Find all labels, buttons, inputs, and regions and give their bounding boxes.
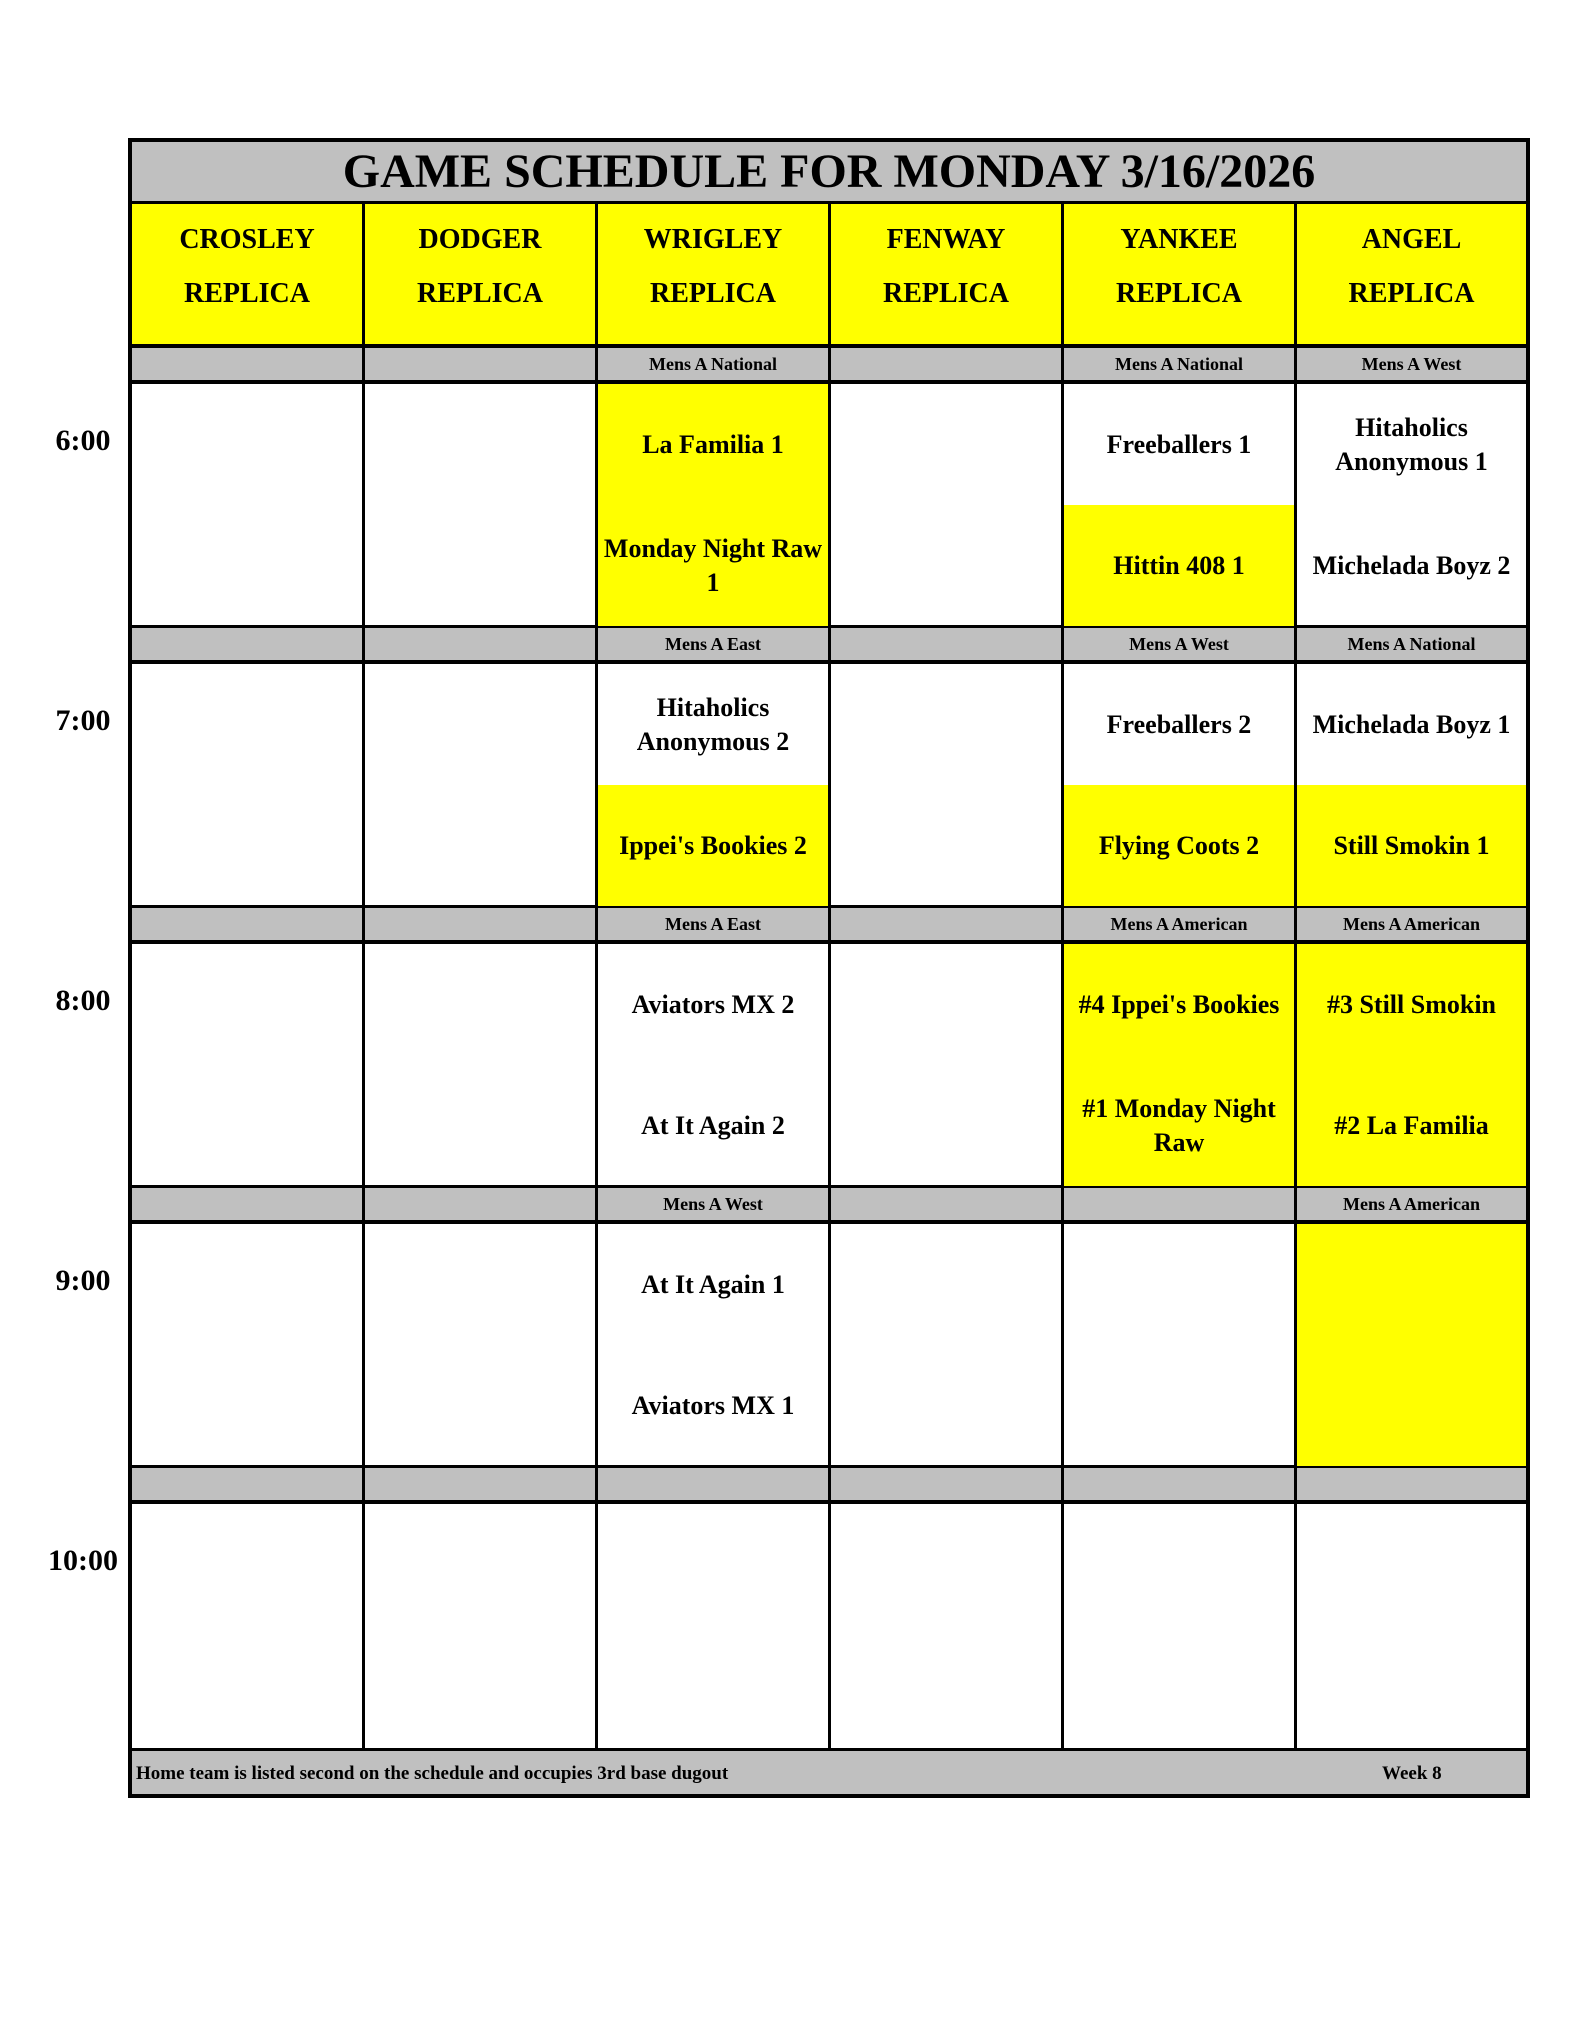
away-team: #4 Ippei's Bookies: [1064, 944, 1294, 1065]
league-label: Mens A National: [1297, 628, 1526, 664]
league-label: [598, 1468, 831, 1504]
league-label: [365, 1468, 598, 1504]
league-label: [365, 348, 598, 384]
home-team: Michelada Boyz 2: [1312, 550, 1511, 580]
home-team: Ippei's Bookies 2: [598, 785, 828, 906]
stadium-subtitle: REPLICA: [882, 278, 1009, 309]
stadium-header-yankee: [1064, 204, 1297, 348]
game-slot: [831, 1224, 1064, 1468]
home-team: Still Smokin 1: [1297, 785, 1526, 906]
stadium-name: FENWAY: [886, 224, 1006, 255]
game-slot: [831, 384, 1064, 628]
stadium-header-crosley: [132, 204, 365, 348]
home-team: At It Again 2: [641, 1110, 785, 1140]
league-label: [831, 908, 1064, 944]
league-label: Mens A National: [598, 348, 831, 384]
league-label: Mens A West: [1064, 628, 1297, 664]
away-team: #3 Still Smokin: [1297, 944, 1526, 1065]
game-slot: [831, 1504, 1064, 1748]
game-slot: [365, 944, 598, 1188]
league-label: [1064, 1468, 1297, 1504]
game-slot: [132, 384, 365, 628]
league-label: [365, 1188, 598, 1224]
away-team: Hitaholics Anonymous 2: [636, 692, 790, 756]
league-label: [831, 348, 1064, 384]
away-team: Freeballers 2: [1106, 709, 1252, 739]
game-slot: [365, 664, 598, 908]
league-label: [132, 628, 365, 664]
game-slot: [1297, 944, 1526, 1188]
home-team: [1297, 1345, 1526, 1466]
league-label: Mens A East: [598, 908, 831, 944]
league-label: [831, 1188, 1064, 1224]
game-slot: [132, 1504, 365, 1748]
league-label: [831, 1468, 1064, 1504]
league-label: Mens A East: [598, 628, 831, 664]
game-slot: [365, 1504, 598, 1748]
game-slot: [1297, 1224, 1526, 1468]
game-slot: [1064, 944, 1297, 1188]
away-team: [1297, 1224, 1526, 1345]
stadium-header-fenway: [831, 204, 1064, 348]
time-label: 8:00: [55, 984, 111, 1017]
home-team: #1 Monday Night Raw: [1064, 1065, 1294, 1186]
home-team: Aviators MX 1: [631, 1390, 795, 1420]
away-team: Freeballers 1: [1106, 429, 1252, 459]
league-label: [1297, 1468, 1526, 1504]
time-label: 9:00: [55, 1264, 111, 1297]
league-label: Mens A American: [1297, 908, 1526, 944]
league-label: [365, 908, 598, 944]
away-team: Hitaholics Anonymous 1: [1335, 412, 1488, 476]
game-slot: [132, 944, 365, 1188]
stadium-name: YANKEE: [1120, 224, 1238, 255]
time-label: 10:00: [48, 1544, 118, 1577]
game-slot: [598, 384, 831, 628]
game-slot: [1297, 384, 1526, 628]
game-slot: [1064, 664, 1297, 908]
game-slot: [831, 664, 1064, 908]
league-label: Mens A West: [598, 1188, 831, 1224]
league-label: [132, 348, 365, 384]
league-label: Mens A National: [1064, 348, 1297, 384]
league-label: [831, 628, 1064, 664]
game-slot: [365, 1224, 598, 1468]
away-team: Aviators MX 2: [631, 989, 795, 1019]
stadium-name: DODGER: [418, 224, 542, 255]
time-label: 6:00: [55, 424, 111, 457]
game-slot: [1064, 1504, 1297, 1748]
stadium-header-angel: [1297, 204, 1526, 348]
home-team: Flying Coots 2: [1064, 785, 1294, 906]
stadium-header-dodger: [365, 204, 598, 348]
game-slot: [1064, 1224, 1297, 1468]
league-label: [132, 908, 365, 944]
home-team: #2 La Familia: [1297, 1065, 1526, 1186]
league-label: [132, 1188, 365, 1224]
league-label: [365, 628, 598, 664]
game-slot: [598, 944, 831, 1188]
game-slot: [598, 1224, 831, 1468]
stadium-subtitle: REPLICA: [1348, 278, 1475, 309]
game-slot: [365, 384, 598, 628]
home-team: Hittin 408 1: [1064, 505, 1294, 626]
stadium-subtitle: REPLICA: [416, 278, 543, 309]
stadium-header-wrigley: [598, 204, 831, 348]
league-label: Mens A American: [1064, 908, 1297, 944]
game-slot: [598, 664, 831, 908]
stadium-subtitle: REPLICA: [183, 278, 310, 309]
away-team: At It Again 1: [641, 1269, 785, 1299]
away-team: Michelada Boyz 1: [1312, 709, 1511, 739]
schedule-title: GAME SCHEDULE FOR MONDAY 3/16/2026: [132, 142, 1526, 204]
stadium-name: ANGEL: [1361, 224, 1462, 255]
schedule-footer: [132, 1748, 1526, 1794]
stadium-name: WRIGLEY: [643, 224, 783, 255]
game-slot: [132, 664, 365, 908]
time-label: 7:00: [55, 704, 111, 737]
game-slot: [1297, 664, 1526, 908]
game-slot: [831, 944, 1064, 1188]
league-label: [1064, 1188, 1297, 1224]
league-label: Mens A American: [1297, 1188, 1526, 1224]
game-slot: [1297, 1504, 1526, 1748]
game-slot: [598, 1504, 831, 1748]
home-team: Monday Night Raw 1: [598, 505, 828, 626]
stadium-subtitle: REPLICA: [1115, 278, 1242, 309]
footer-note: Home team is listed second on the schedule and occupies 3rd base dugout: [136, 1763, 729, 1784]
week-label: Week 8: [1382, 1763, 1442, 1784]
game-slot: [132, 1224, 365, 1468]
schedule-table: [128, 138, 1530, 1798]
away-team: La Familia 1: [598, 384, 828, 505]
stadium-subtitle: REPLICA: [649, 278, 776, 309]
game-slot: [1064, 384, 1297, 628]
league-label: [132, 1468, 365, 1504]
stadium-name: CROSLEY: [179, 224, 315, 255]
league-label: Mens A West: [1297, 348, 1526, 384]
